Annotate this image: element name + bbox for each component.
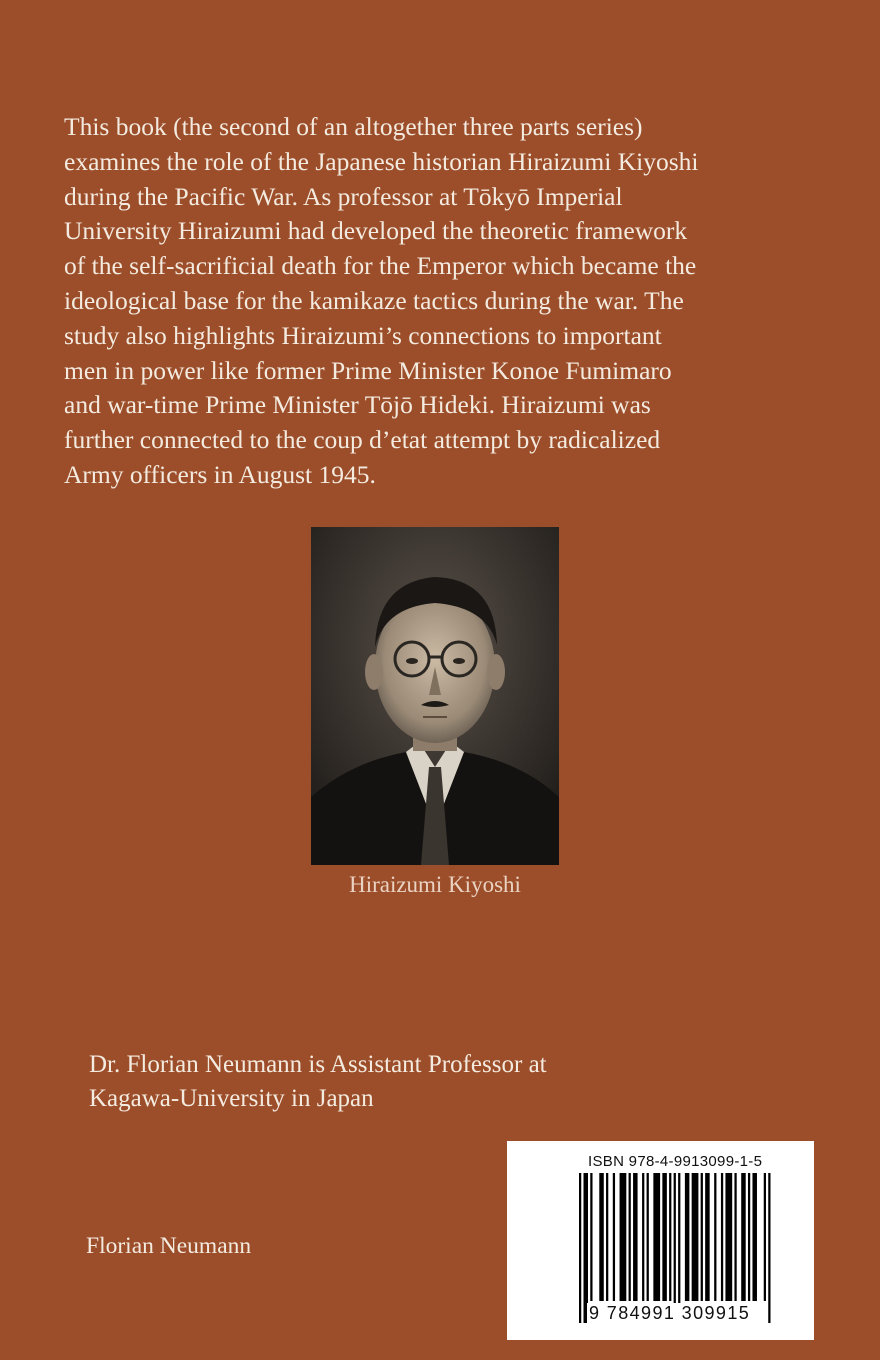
author-name: Florian Neumann <box>86 1233 252 1259</box>
isbn-label: ISBN 978-4-9913099-1-5 <box>588 1153 763 1170</box>
author-bio: Dr. Florian Neumann is Assistant Professor at Kagawa-University in Japan <box>89 1051 547 1112</box>
photo-caption: Hiraizumi Kiyoshi <box>349 872 521 897</box>
isbn-barcode-box <box>507 1141 814 1340</box>
author-subject-photo <box>311 527 559 865</box>
barcode-bars <box>579 1173 775 1323</box>
isbn-digits: 9 784991 309915 <box>589 1303 751 1323</box>
back-cover-blurb: This book (the second of an altogether three parts series) examines the role of the Japanese historian Hiraizumi Kiyoshi during the Pacific War. As professor at Tōkyō Imperial University Hiraizumi had developed the theoretic framework of the self-sacrificial death for the Emperor which became the ideological base for the kamikaze tactics during the war. The study also highlights Hiraizumi’s connections to important men in power like former Prime Minister Konoe Fumimaro and war-time Prime Minister Tōjō Hideki. Hiraizumi was further connected to the coup d’etat attempt by radicalized Army officers in August 1945. <box>64 112 699 489</box>
